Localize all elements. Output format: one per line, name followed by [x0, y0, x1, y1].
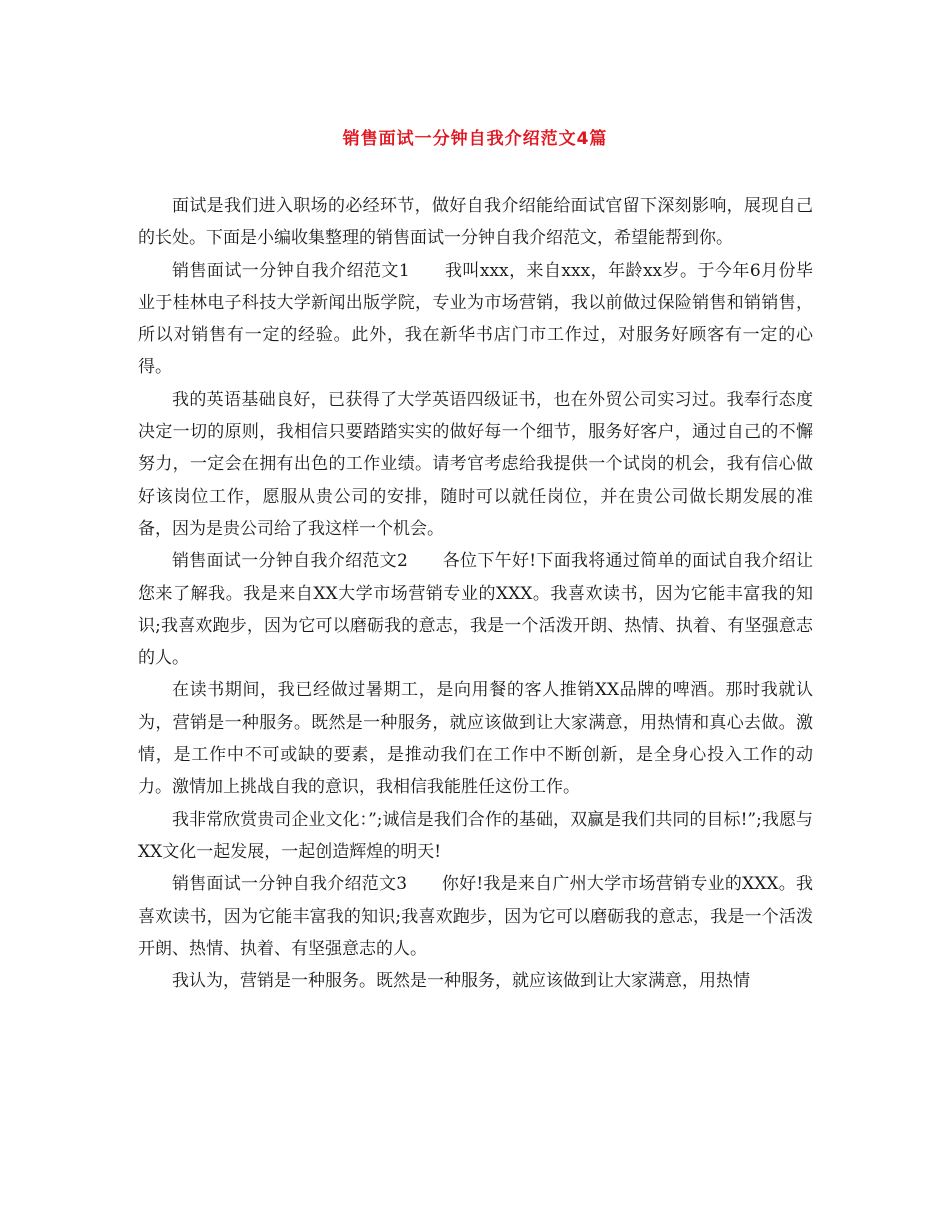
paragraph-sample-3-continued: 我认为，营销是一种服务。既然是一种服务，就应该做到让大家满意，用热情 — [172, 971, 750, 992]
paragraph-sample-1-continued: 我的英语基础良好，已获得了大学英语四级证书，也在外贸公司实习过。我奉行态度决定一切的原则，我相信只要踏踏实实的做好每一个细节，服务好客户，通过自己的不懈努力，一定会在拥有出色的工作业绩。请考官考虑给我提供一个试岗的机会，我有信心做好该岗位工作，愿服从贵公司的安排，随时可以就任岗位，并在贵公司做长期发展的准备，因为是贵公司给了我这样一个机会。 — [138, 389, 813, 539]
paragraph-sample-2-experience: 在读书期间，我已经做过暑期工，是向用餐的客人推销XX品牌的啤酒。那时我就认为，营销是一种服务。既然是一种服务，就应该做到让大家满意，用热情和真心去做。激情，是工作中不可或缺的要素，是推动我们在工作中不断创新，是全身心投入工作的动力。激情加上挑战自我的意识，我相信我能胜任这份工作。 — [138, 680, 813, 798]
paragraph-sample-3: 销售面试一分钟自我介绍范文3 你好!我是来自广州大学市场营销专业的XXX。我喜欢读书，因为它能丰富我的知识;我喜欢跑步，因为它可以磨砺我的意志，我是一个活泼开朗、热情、执着、有坚强意志的人。 — [138, 874, 813, 959]
document-body — [138, 190, 813, 997]
paragraph-sample-2-culture: 我非常欣赏贵司企业文化：”;诚信是我们合作的基础，双赢是我们共同的目标!”;我愿与XX文化一起发展，一起创造辉煌的明天! — [138, 809, 813, 862]
paragraph-sample-2: 销售面试一分钟自我介绍范文2 各位下午好!下面我将通过简单的面试自我介绍让您来了解我。我是来自XX大学市场营销专业的XXX。我喜欢读书，因为它能丰富我的知识;我喜欢跑步，因为它可以磨砺我的意志，我是一个活泼开朗、热情、执着、有坚强意志的人。 — [138, 551, 813, 669]
document-title: 销售面试一分钟自我介绍范文4篇 — [342, 129, 608, 149]
paragraph-sample-1: 销售面试一分钟自我介绍范文1 我叫xxx，来自xxx，年龄xx岁。于今年6月份毕业于桂林电子科技大学新闻出版学院，专业为市场营销，我以前做过保险销售和销销售，所以对销售有一定的经验。此外，我在新华书店门市工作过，对服务好顾客有一定的心得。 — [138, 260, 813, 378]
paragraph-intro: 面试是我们进入职场的必经环节，做好自我介绍能给面试官留下深刻影响，展现自己的长处。下面是小编收集整理的销售面试一分钟自我介绍范文，希望能帮到你。 — [138, 196, 813, 249]
